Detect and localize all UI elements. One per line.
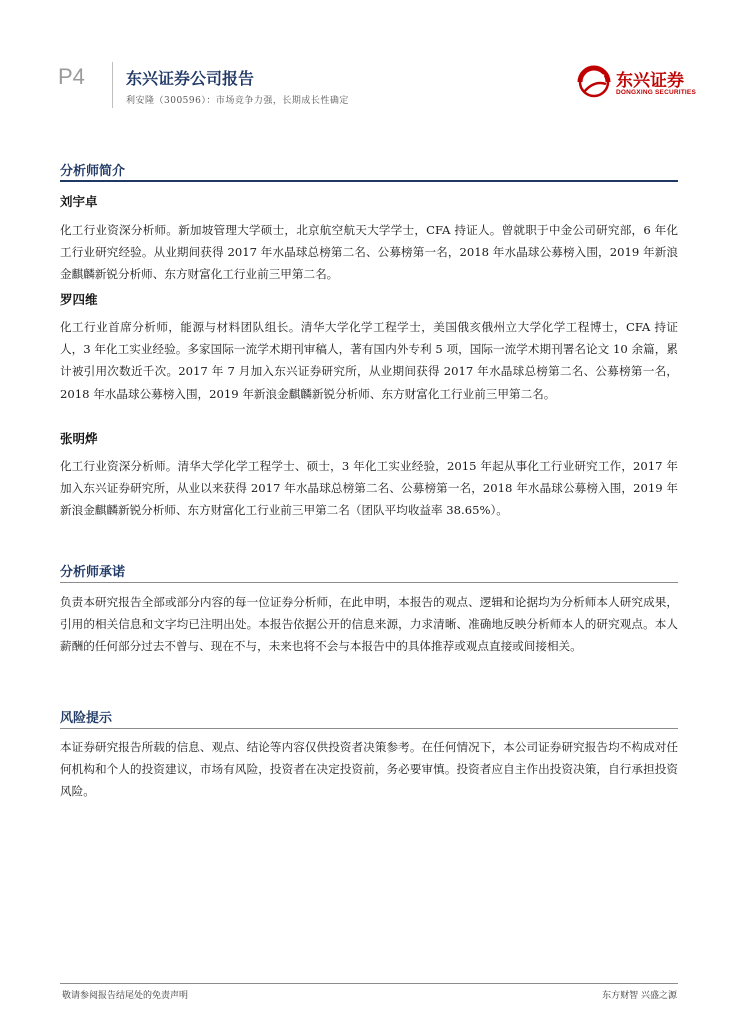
- section-heading-risk: 风险提示: [60, 711, 113, 726]
- analyst-name: 罗四维: [60, 292, 98, 307]
- footer-disclaimer-note: 敬请参阅报告结尾处的免责声明: [62, 991, 189, 1001]
- header-divider: [112, 62, 113, 108]
- page-header: [0, 0, 755, 120]
- report-subtitle: 利安隆（300596）：市场竞争力强，长期成长性确定: [126, 96, 349, 106]
- footer-rule: [60, 983, 678, 984]
- section-rule: [60, 728, 678, 729]
- analyst-bio: 化工行业资深分析师。新加坡管理大学硕士，北京航空航天大学学士，CFA 持证人。曾就职于中金公司研究部，6 年化工行业研究经验。从业期间获得 2017 年水晶球总榜第二名、公募榜第一名，2018 年水晶球公募榜入围，2019 年新浪金麒麟新锐分析师、东方财富化工行业前三甲第二名。: [60, 223, 678, 282]
- section-rule: [60, 582, 678, 583]
- company-logo: [576, 62, 696, 106]
- section-rule: [60, 180, 678, 182]
- section-heading-analyst-intro: 分析师简介: [60, 164, 126, 179]
- risk-text: 本证券研究报告所载的信息、观点、结论等内容仅供投资者决策参考。在任何情况下，本公司证券研究报告均不构成对任何机构和个人的投资建议，市场有风险，投资者在决定投资前，务必要审慎。投资者应自主作出投资决策，自行承担投资风险。: [60, 740, 678, 799]
- logo-name: 东兴证券: [616, 71, 684, 91]
- company-report-title: 东兴证券公司报告: [126, 69, 255, 88]
- analyst-name: 张明烨: [60, 431, 98, 446]
- footer-slogan: 东方财智 兴盛之源: [602, 991, 677, 1001]
- page-number: P4: [58, 64, 85, 89]
- logo-mark-icon: [576, 62, 612, 102]
- analyst-bio: 化工行业资深分析师。清华大学化学工程学士、硕士，3 年化工实业经验，2015 年起从事化工行业研究工作，2017 年加入东兴证券研究所，从业以来获得 2017 年水晶球总榜第二名、公募榜第一名，2018 年水晶球公募榜入围，2019 年新浪金麒麟新锐分析师、东方财富化工行业前三甲第二名（团队平均收益率 38.65%）。: [60, 459, 678, 518]
- section-heading-commitment: 分析师承诺: [60, 565, 126, 580]
- commitment-text: 负责本研究报告全部或部分内容的每一位证券分析师，在此申明，本报告的观点、逻辑和论据均为分析师本人研究成果，引用的相关信息和文字均已注明出处。本报告依据公开的信息来源，力求清晰、准确地反映分析师本人的研究观点。本人薪酬的任何部分过去不曾与、现在不与，未来也将不会与本报告中的具体推荐或观点直接或间接相关。: [60, 595, 678, 654]
- analyst-bio: 化工行业首席分析师，能源与材料团队组长。清华大学化学工程学士，美国俄亥俄州立大学化学工程博士，CFA 持证人，3 年化工实业经验。多家国际一流学术期刊审稿人，著有国内外专利 5 项，国际一流学术期刊署名论文 10 余篇，累计被引用次数近千次。2017 年 7 月加入东兴证券研究所，从业期间获得 2017 年水晶球总榜第二名、公募榜第一名，2018 年水晶球公募榜入围，2019 年新浪金麒麟新锐分析师、东方财富化工行业前三甲第二名。: [60, 320, 678, 401]
- logo-english: DONGXING SECURITIES: [616, 89, 697, 96]
- analyst-name: 刘宇卓: [60, 194, 98, 209]
